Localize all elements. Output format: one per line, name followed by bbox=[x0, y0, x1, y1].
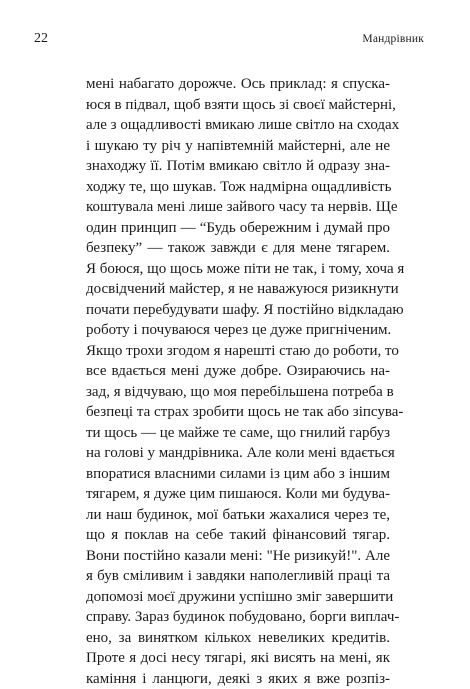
text-line: коштувала мені лише зайвого часу та нервів. Ще bbox=[86, 197, 390, 218]
text-line: тягарем, я дуже цим пишаюся. Коли ми будува- bbox=[86, 484, 390, 505]
page-number: 22 bbox=[34, 31, 48, 47]
text-line: безпеку” — також завжди є для мене тягарем. bbox=[86, 238, 390, 259]
text-line: Вони постійно казали мені: "Не ризикуй!". Але bbox=[86, 546, 390, 567]
text-line: один принцип — “Будь обережним і думай про bbox=[86, 218, 390, 239]
text-line: що я поклав на себе такий фінансовий тягар. bbox=[86, 525, 390, 546]
text-line: зад, я відчуваю, що моя перебільшена потреба в bbox=[86, 382, 390, 403]
text-line: мені набагато дорожче. Ось приклад: я спуска- bbox=[86, 74, 390, 95]
text-line: безпеці та страх зробити щось не так або зіпсува- bbox=[86, 402, 390, 423]
text-line: на голові у мандрівника. Але коли мені вдається bbox=[86, 443, 390, 464]
text-line: ли наш будинок, мої батьки жахалися через те, bbox=[86, 505, 390, 526]
text-line: ти щось — це майже те саме, що гнилий гарбуз bbox=[86, 423, 390, 444]
body-text bbox=[86, 74, 390, 689]
text-line: і шукаю ту річ у напівтемній майстерні, але не bbox=[86, 136, 390, 157]
text-line: впоратися власними силами із цим або з іншим bbox=[86, 464, 390, 485]
text-line: ходжу те, що шукав. Тож надмірна ощадливість bbox=[86, 177, 390, 198]
text-line: роботу і почуваюся через це дуже пригніченим. bbox=[86, 320, 390, 341]
text-line: почати перебудувати шафу. Я постійно відкладаю bbox=[86, 300, 390, 321]
text-line: ено, за винятком кількох невеликих кредитів. bbox=[86, 628, 390, 649]
running-title: Мандрівник bbox=[362, 33, 424, 45]
text-line: Проте я досі несу тягарі, які висять на мені, як bbox=[86, 648, 390, 669]
text-line: знаходжу її. Потім вмикаю світло й одразу зна- bbox=[86, 156, 390, 177]
text-line: Якщо трохи згодом я нарешті стаю до роботи, то bbox=[86, 341, 390, 362]
text-line: юся в підвал, щоб взяти щось зі своєї майстерні, bbox=[86, 95, 390, 116]
text-line: каміння і ланцюги, деякі з яких я вже розпіз- bbox=[86, 669, 390, 689]
text-line: справу. Зараз будинок побудовано, борги виплач- bbox=[86, 607, 390, 628]
text-line: все вдається мені дуже добре. Озираючись на- bbox=[86, 361, 390, 382]
text-line: допомозі моєї дружини успішно зміг завершити bbox=[86, 587, 390, 608]
text-line: але з ощадливості вмикаю лише світло на сходах bbox=[86, 115, 390, 136]
text-line: досвідчений майстер, я не наважуюся ризикнути bbox=[86, 279, 390, 300]
text-line: я був сміливим і завдяки наполегливій праці та bbox=[86, 566, 390, 587]
text-line: Я боюся, що щось може піти не так, і тому, хоча я bbox=[86, 259, 390, 280]
page-header bbox=[34, 31, 424, 49]
